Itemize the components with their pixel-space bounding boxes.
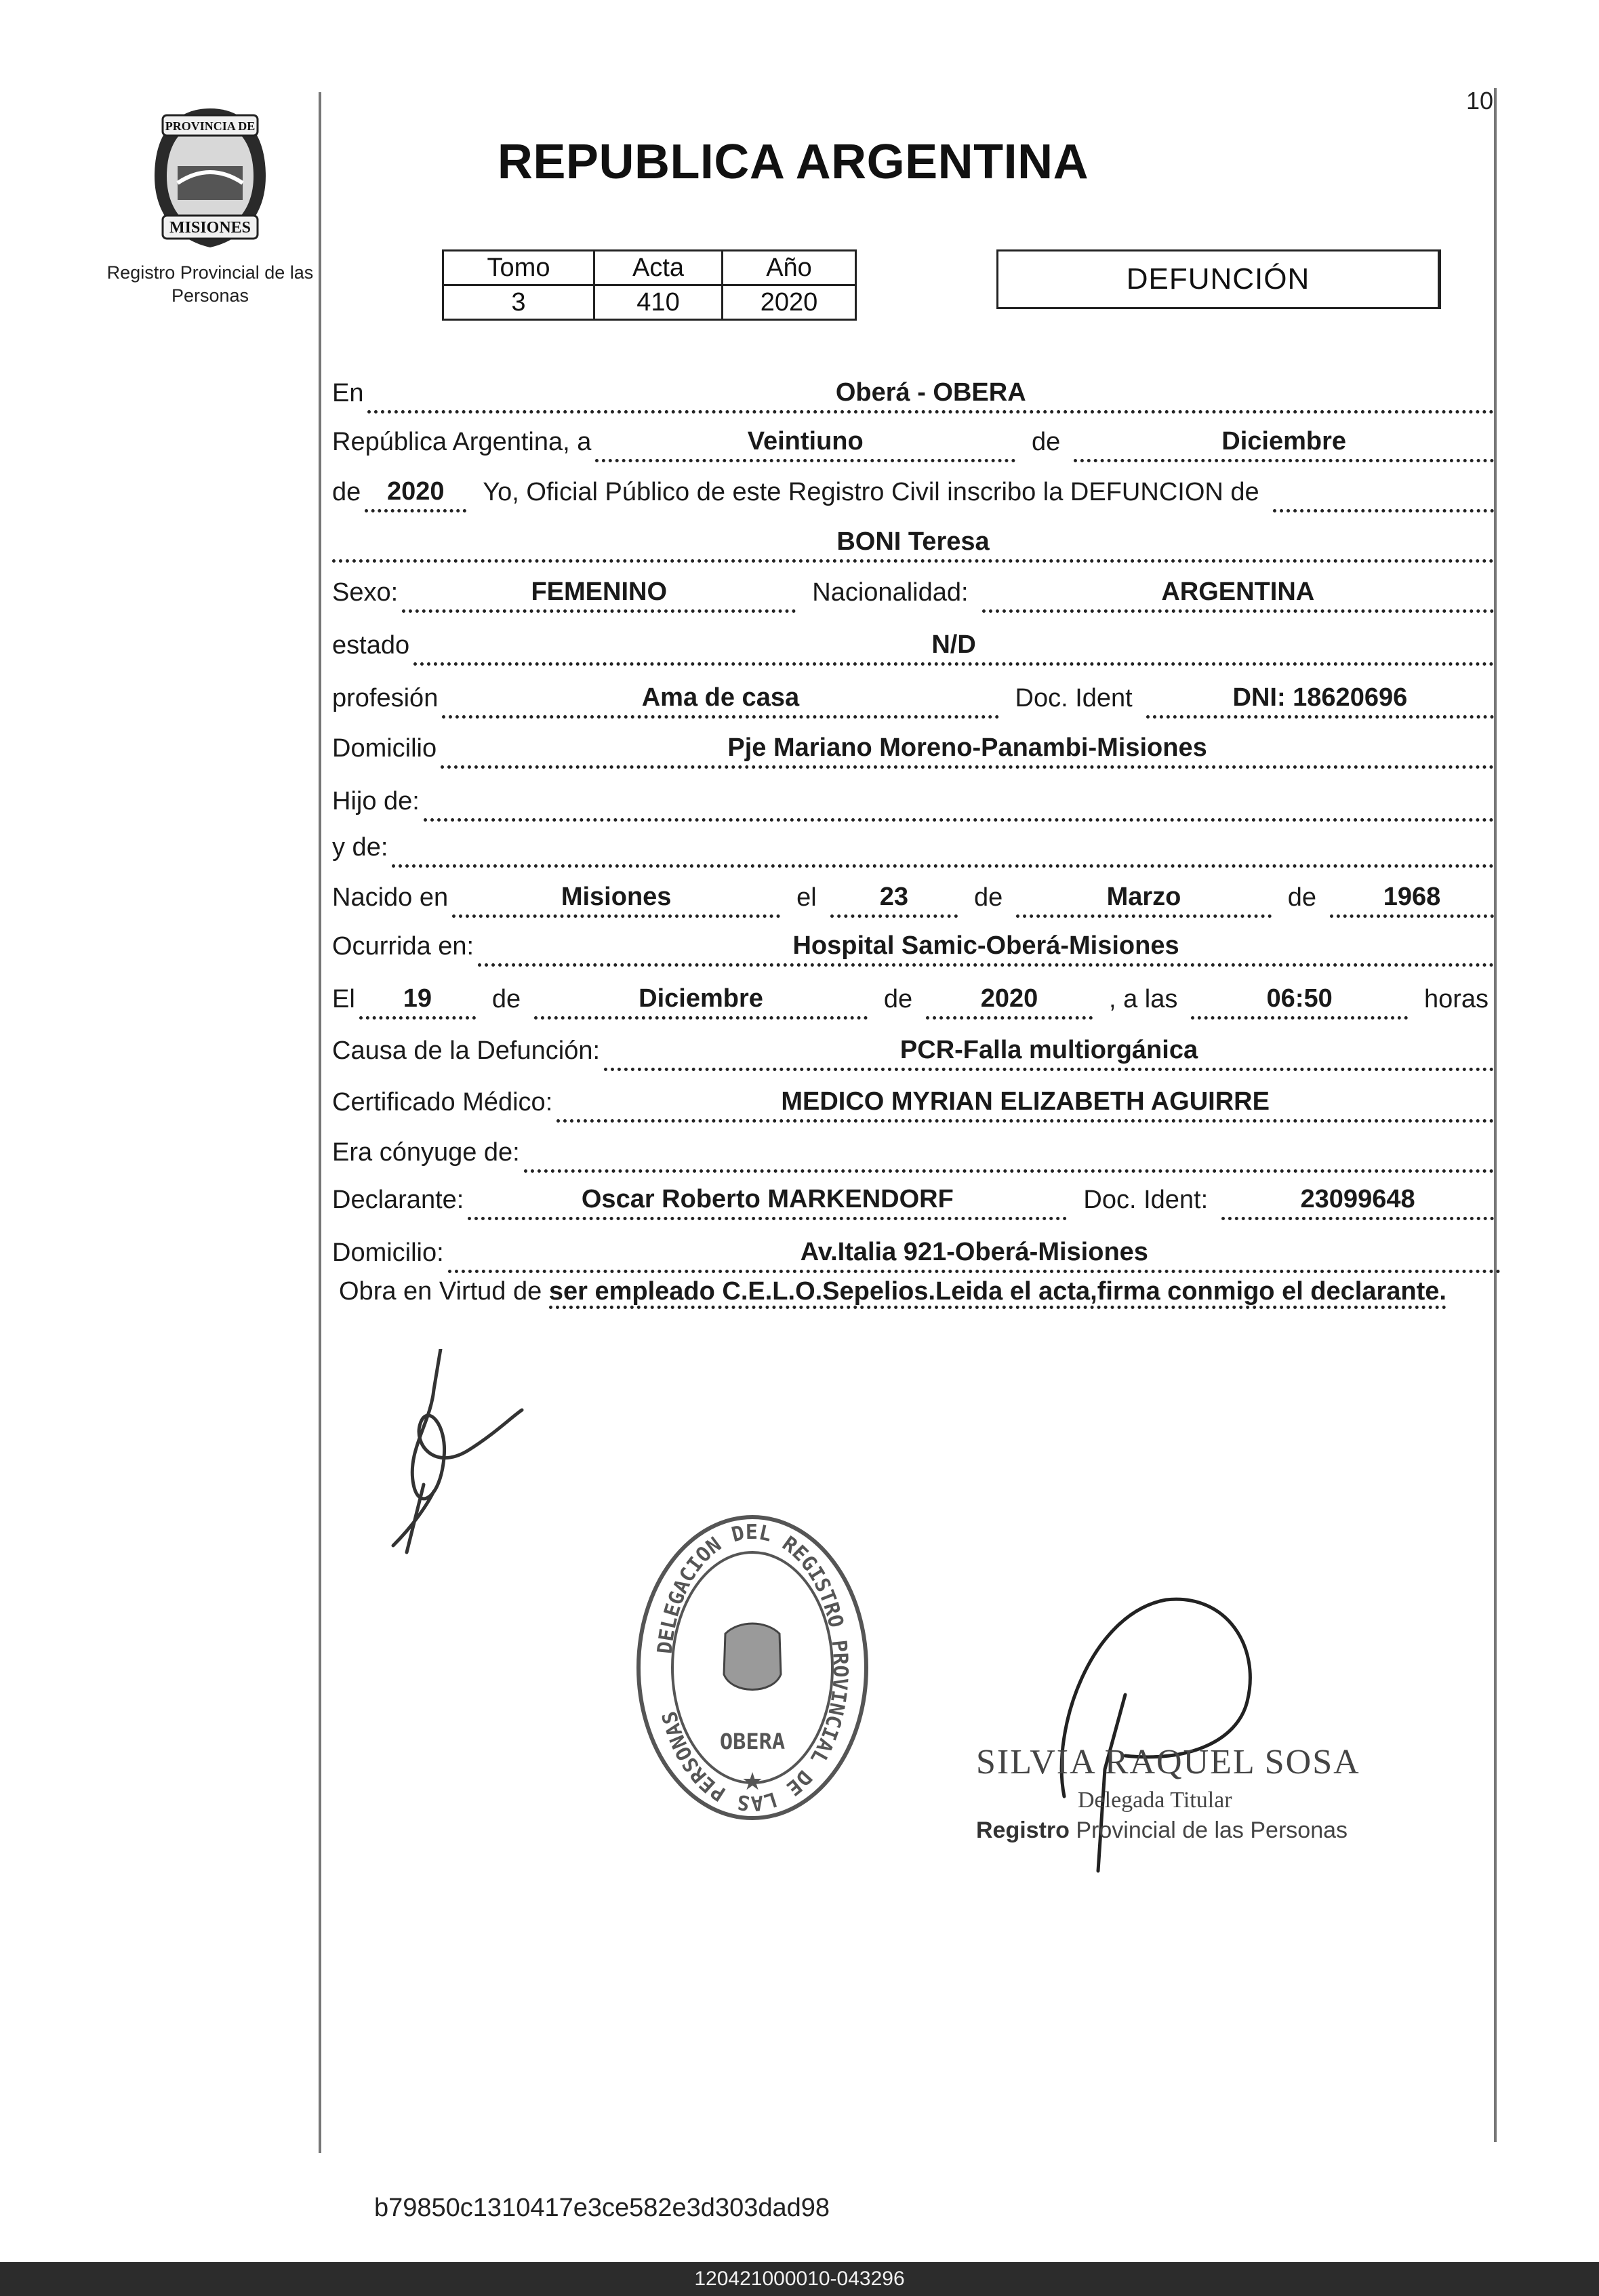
field-domicilio-declarante: Av.Italia 921-Oberá-Misiones (448, 1238, 1501, 1273)
label-estado: estado (332, 631, 410, 660)
field-doc-declarante: 23099648 (1221, 1185, 1494, 1220)
label-El: El (332, 985, 355, 1013)
label-doc: Doc. Ident (1015, 684, 1133, 712)
row-certificado (332, 1075, 1498, 1123)
label-de: de (491, 985, 521, 1013)
field-nacido-anio: 1968 (1330, 883, 1494, 918)
label-conyuge: Era cónyuge de: (332, 1138, 520, 1167)
row-domicilio (332, 721, 1498, 769)
row-sexo (332, 565, 1498, 613)
label-nacionalidad: Nacionalidad: (812, 578, 969, 607)
official-office (976, 1817, 1383, 1844)
label-y-de: y de: (332, 833, 388, 862)
official-role: Delegada Titular (1078, 1788, 1232, 1813)
field-hora: 06:50 (1191, 984, 1408, 1020)
declarant-signature-icon (366, 1349, 542, 1579)
left-margin-line (319, 92, 321, 2153)
official-block (976, 1742, 1383, 1844)
field-sexo: FEMENINO (402, 578, 796, 613)
label-en: En (332, 379, 364, 407)
label-doc-declarante: Doc. Ident: (1083, 1186, 1209, 1214)
label-republica: República Argentina, a (332, 428, 592, 456)
acta-value: 410 (594, 285, 723, 320)
label-domicilio-declarante: Domicilio: (332, 1238, 444, 1267)
row-domicilio-declarante (332, 1226, 1505, 1273)
label-declarante: Declarante: (332, 1186, 464, 1214)
field-nombre: BONI Teresa (332, 527, 1494, 563)
page-number: 10 (1465, 87, 1493, 115)
field-domicilio: Pje Mariano Moreno-Panambi-Misiones (441, 733, 1494, 769)
reference-table (442, 249, 857, 321)
province-logo (102, 102, 319, 307)
barcode-text: 120421000010-043296 (694, 2268, 905, 2290)
row-ocurrida (332, 919, 1498, 967)
field-conyuge (524, 1167, 1494, 1173)
field-doc: DNI: 18620696 (1146, 683, 1494, 719)
row-y-de (332, 820, 1498, 868)
label-sexo: Sexo: (332, 578, 399, 607)
label-de: de (1287, 883, 1316, 912)
row-nombre (332, 515, 1498, 563)
svg-text:★: ★ (741, 1767, 764, 1795)
label-hijo: Hijo de: (332, 787, 420, 815)
row-conyuge (332, 1125, 1498, 1173)
row-lugar (332, 366, 1498, 414)
row-profesion (332, 671, 1498, 719)
official-name: SILVIA RAQUEL SOSA (976, 1743, 1360, 1781)
row-hijo (332, 774, 1498, 822)
tomo-value: 3 (443, 285, 594, 320)
label-a-las: , a las (1108, 985, 1178, 1013)
field-fallecimiento-anio: 2020 (926, 984, 1093, 1020)
row-fecha-acta (332, 415, 1498, 462)
label-profesion: profesión (332, 684, 439, 712)
label-nacido: Nacido en (332, 883, 449, 912)
label-domicilio: Domicilio (332, 734, 437, 763)
field-certificado: MEDICO MYRIAN ELIZABETH AGUIRRE (556, 1087, 1494, 1123)
field-mes-acta: Diciembre (1074, 427, 1494, 462)
label-certificado: Certificado Médico: (332, 1088, 553, 1116)
field-fallecimiento-dia: 19 (359, 984, 476, 1020)
svg-text:OBERA: OBERA (719, 1729, 786, 1754)
row-declarante (332, 1173, 1498, 1220)
svg-text:MISIONES: MISIONES (169, 219, 251, 237)
svg-text:DELEGACION DEL REGISTRO PROVIN: DELEGACION DEL REGISTRO PROVINCIAL DE LAS PERSONAS (653, 1520, 853, 1815)
field-ocurrida: Hospital Samic-Oberá-Misiones (478, 931, 1494, 967)
field-declarante: Oscar Roberto MARKENDORF (468, 1185, 1067, 1220)
document-hash: b79850c1310417e3ce582e3d303dad98 (374, 2194, 830, 2222)
acta-header: Acta (594, 251, 723, 285)
official-office-bold: Registro (976, 1817, 1070, 1843)
label-de: de (332, 478, 361, 506)
obra-paragraph (339, 1274, 1502, 1308)
label-obra: Obra en Virtud de (339, 1277, 542, 1306)
province-shield-icon (142, 102, 278, 258)
field-causa: PCR-Falla multiorgánica (604, 1036, 1494, 1071)
row-estado (332, 618, 1498, 666)
field-nacido-dia: 23 (830, 883, 958, 918)
row-fallecimiento (332, 972, 1498, 1020)
label-el: el (796, 883, 817, 912)
label-horas: horas (1423, 985, 1489, 1013)
anio-value: 2020 (723, 285, 856, 320)
field-blank-oficial (1273, 506, 1494, 512)
row-causa (332, 1024, 1498, 1071)
field-dia-acta: Veintiuno (595, 427, 1015, 462)
row-oficial (332, 465, 1498, 512)
official-office-rest: Provincial de las Personas (1069, 1817, 1348, 1843)
field-lugar: Oberá - OBERA (367, 378, 1494, 414)
label-de: de (1032, 428, 1061, 456)
field-nacido-lugar: Misiones (452, 883, 780, 918)
field-estado: N/D (413, 630, 1494, 666)
tomo-header: Tomo (443, 251, 594, 285)
official-seal-icon (630, 1505, 874, 1830)
field-obra: ser empleado C.E.L.O.Sepelios.Leida el acta,firma conmigo el declarante. (549, 1277, 1446, 1309)
field-fallecimiento-mes: Diciembre (534, 984, 868, 1020)
label-de: de (883, 985, 913, 1013)
svg-text:PROVINCIA DE: PROVINCIA DE (165, 119, 256, 133)
page-title: REPUBLICA ARGENTINA (497, 135, 1089, 189)
label-de: de (973, 883, 1003, 912)
footer-barcode-bar (0, 2262, 1599, 2296)
document-type-box: DEFUNCIÓN (996, 249, 1441, 309)
field-y-de (392, 862, 1494, 868)
field-nacionalidad: ARGENTINA (982, 578, 1494, 613)
label-ocurrida: Ocurrida en: (332, 932, 474, 961)
field-anio-acta: 2020 (365, 477, 466, 512)
field-profesion: Ama de casa (442, 683, 998, 719)
anio-header: Año (723, 251, 856, 285)
label-oficial: Yo, Oficial Público de este Registro Civil inscribo la DEFUNCION de (483, 478, 1259, 506)
logo-caption: Registro Provincial de las Personas (106, 262, 314, 306)
label-causa: Causa de la Defunción: (332, 1036, 601, 1065)
field-nacido-mes: Marzo (1016, 883, 1271, 918)
row-nacido (332, 870, 1498, 918)
